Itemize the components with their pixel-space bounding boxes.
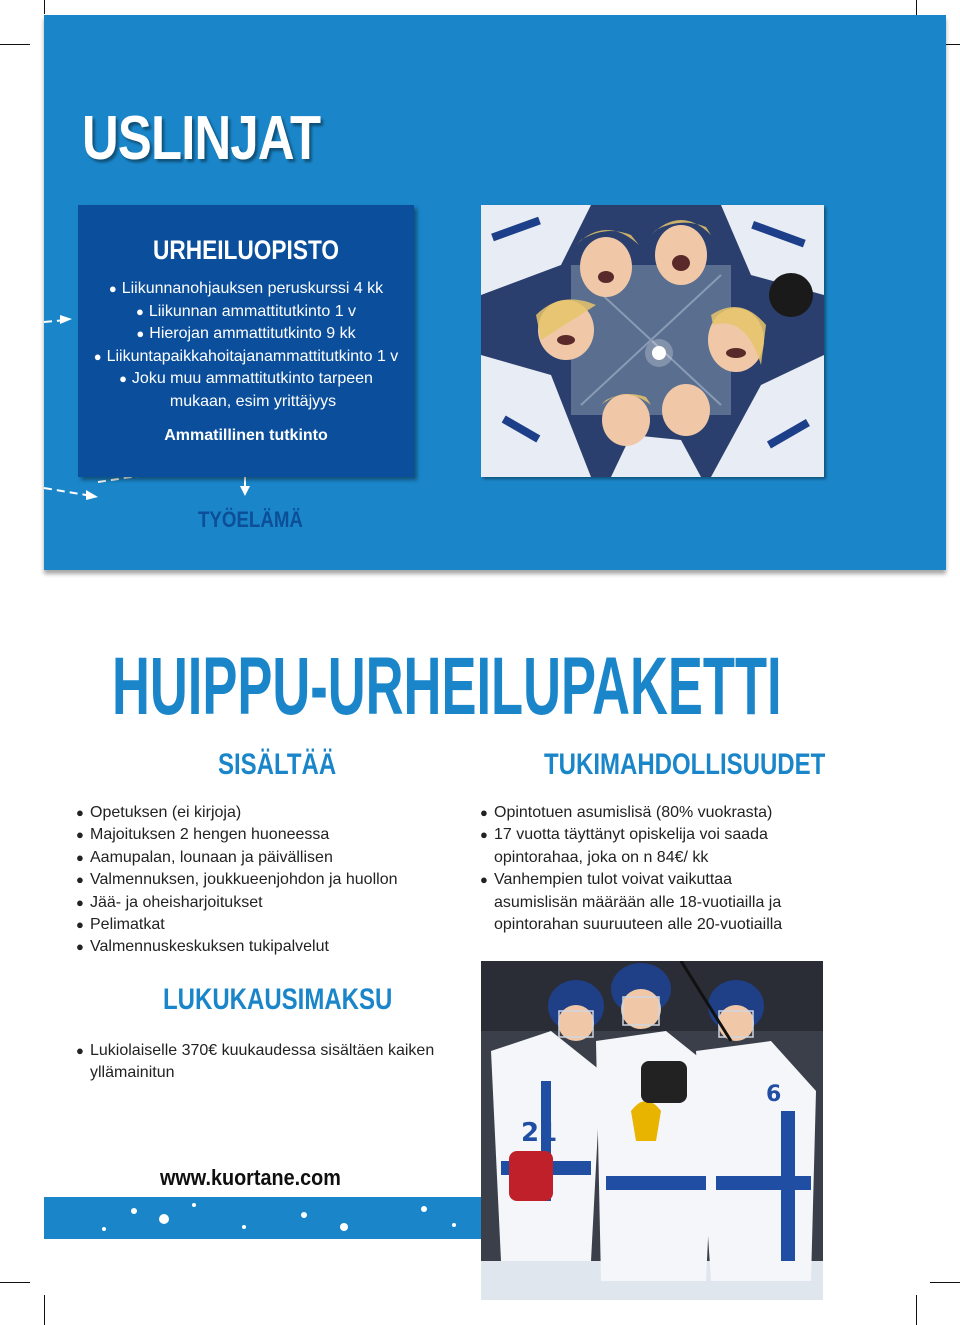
crop-mark xyxy=(44,1295,45,1325)
list-item: ● 17 vuotta täyttänyt opiskelija voi saada opintorahaa, joka on n 84€/ kk xyxy=(480,826,768,866)
list-item: ● Pelimatkat xyxy=(76,916,165,934)
lukukausimaksu-heading: LUKUKAUSIMAKSU xyxy=(163,983,393,1016)
urheiluopisto-box xyxy=(78,205,414,477)
list-item: ● Aamupalan, lounaan ja päivällisen xyxy=(76,848,333,866)
team-huddle-illustration xyxy=(481,205,824,477)
list-item: ● Jää- ja oheisharjoitukset xyxy=(76,893,263,911)
list-item: ● Majoituksen 2 hengen huoneessa xyxy=(76,826,330,844)
crop-mark xyxy=(0,1282,30,1283)
list-item: ● Vanhempien tulot voivat vaikuttaa asumislisän määrään alle 18-vuotiailla ja opintorahan suuruuteen alle 20-vuotiailla xyxy=(480,871,783,934)
urheiluopisto-title: URHEILUOPISTO xyxy=(152,235,340,265)
list-item: ● Opetuksen (ei kirjoja) xyxy=(76,804,242,821)
list-item: ● Liikuntapaikkahoitajanammattitutkinto 1 v xyxy=(93,347,399,365)
tukimahdollisuudet-heading: TUKIMAHDOLLISUUDET xyxy=(544,748,826,781)
footer-splatter xyxy=(44,1197,481,1239)
team-huddle-photo xyxy=(481,205,824,477)
sisaltaa-heading: SISÄLTÄÄ xyxy=(218,748,337,781)
package-title: HUIPPU-URHEILUPAKETTI xyxy=(112,641,782,732)
maksu-list xyxy=(76,1040,434,1085)
list-item: ● Valmennuksen, joukkueenjohdon ja huollon xyxy=(76,871,398,889)
list-item: ● Valmennuskeskuksen tukipalvelut xyxy=(76,938,329,956)
hockey-players-illustration xyxy=(481,961,823,1300)
hockey-players-photo xyxy=(481,961,823,1300)
list-item-continuation: mukaan, esim yrittäjyys xyxy=(169,392,337,410)
urheiluopisto-list xyxy=(78,278,414,413)
tyoelama-label: TYÖELÄMÄ xyxy=(198,507,303,532)
svg-text:6: 6 xyxy=(766,1082,782,1107)
list-item: ● Hierojan ammattitutkinto 9 kk xyxy=(136,325,356,342)
list-item: ● Joku muu ammattitutkinto tarpeen xyxy=(119,370,373,387)
list-item: ● Opintotuen asumislisä (80% vuokrasta) xyxy=(480,804,773,821)
svg-text:21: 21 xyxy=(521,1118,558,1148)
crop-mark xyxy=(916,1295,917,1325)
list-item: ● Liikunnanohjauksen peruskurssi 4 kk xyxy=(108,280,384,297)
sisaltaa-list xyxy=(76,802,397,959)
website-link[interactable]: www.kuortane.com xyxy=(160,1165,341,1190)
list-item: ● Liikunnan ammattitutkinto 1 v xyxy=(135,302,357,320)
urheiluopisto-subtitle: Ammatillinen tutkinto xyxy=(164,427,328,444)
tuki-list xyxy=(480,802,782,936)
crop-mark xyxy=(930,1282,960,1283)
page-title: USLINJAT xyxy=(82,104,321,173)
list-item: ● Lukiolaiselle 370€ kuukaudessa sisältäen kaiken yllämainitun xyxy=(76,1042,435,1082)
